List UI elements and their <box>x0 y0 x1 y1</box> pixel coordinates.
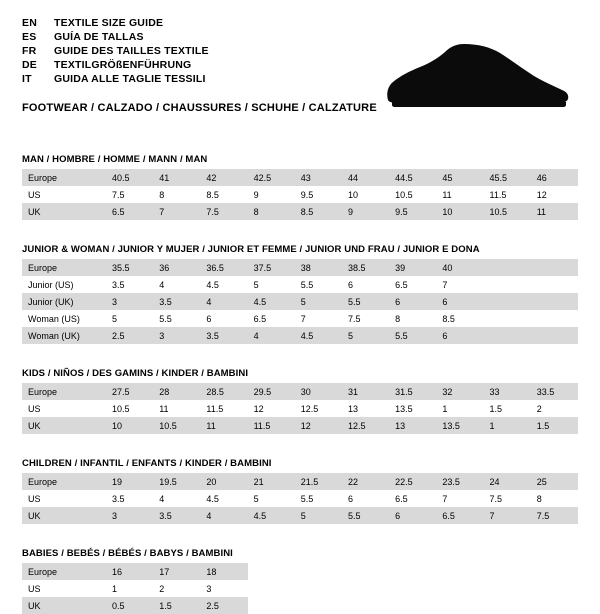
cell: 40 <box>436 259 483 276</box>
cell: 7.5 <box>531 507 578 524</box>
language-code: DE <box>22 59 37 71</box>
table-row <box>22 383 578 400</box>
cell: 10.5 <box>389 186 436 203</box>
cell: 6.5 <box>436 507 483 524</box>
cell: 3 <box>200 580 247 597</box>
cell: 12 <box>248 400 295 417</box>
language-code: IT <box>22 73 32 85</box>
cell: 13.5 <box>436 417 483 434</box>
cell: 5 <box>106 310 153 327</box>
row-label: Europe <box>22 383 106 400</box>
cell: 23.5 <box>436 473 483 490</box>
cell: 2.5 <box>200 597 247 614</box>
cell: 5 <box>295 507 342 524</box>
cell: 3.5 <box>200 327 247 344</box>
size-table-children <box>22 473 578 524</box>
row-label: Europe <box>22 473 106 490</box>
size-table-kids <box>22 383 578 434</box>
table-row <box>22 507 578 524</box>
language-row <box>22 46 209 60</box>
cell: 5.5 <box>295 490 342 507</box>
cell <box>248 580 295 597</box>
section-title: BABIES / BEBÉS / BÉBÉS / BABYS / BAMBINI <box>22 548 233 559</box>
cell: 13 <box>342 400 389 417</box>
cell <box>531 563 578 580</box>
cell <box>342 563 389 580</box>
cell: 5.5 <box>295 276 342 293</box>
cell: 5.5 <box>342 293 389 310</box>
cell: 22 <box>342 473 389 490</box>
cell: 1.5 <box>531 417 578 434</box>
cell: 8 <box>531 490 578 507</box>
section-title: CHILDREN / INFANTIL / ENFANTS / KINDER / BAMBINI <box>22 458 272 469</box>
cell: 12 <box>295 417 342 434</box>
table-row <box>22 563 578 580</box>
cell: 7 <box>153 203 200 220</box>
cell: 11 <box>200 417 247 434</box>
language-row <box>22 60 209 74</box>
row-label: Woman (UK) <box>22 327 106 344</box>
dress-shoe-icon <box>382 38 572 108</box>
cell: 6 <box>389 507 436 524</box>
row-label: US <box>22 580 106 597</box>
cell: 3.5 <box>106 276 153 293</box>
cell: 12.5 <box>342 417 389 434</box>
cell: 33 <box>484 383 531 400</box>
cell: 1 <box>484 417 531 434</box>
language-row <box>22 32 209 46</box>
cell: 7 <box>484 507 531 524</box>
cell: 5 <box>295 293 342 310</box>
cell: 30 <box>295 383 342 400</box>
cell: 44 <box>342 169 389 186</box>
row-label: UK <box>22 507 106 524</box>
row-label: US <box>22 186 106 203</box>
table-row <box>22 327 578 344</box>
table-row <box>22 203 578 220</box>
cell: 33.5 <box>531 383 578 400</box>
cell: 11 <box>436 186 483 203</box>
cell: 6 <box>200 310 247 327</box>
cell: 4.5 <box>200 490 247 507</box>
cell: 43 <box>295 169 342 186</box>
cell: 13 <box>389 417 436 434</box>
cell: 3.5 <box>153 293 200 310</box>
cell <box>436 580 483 597</box>
cell: 8 <box>389 310 436 327</box>
cell: 38.5 <box>342 259 389 276</box>
cell <box>531 580 578 597</box>
cell: 11 <box>531 203 578 220</box>
cell: 7 <box>436 490 483 507</box>
cell <box>484 580 531 597</box>
cell: 6 <box>389 293 436 310</box>
table-row <box>22 276 578 293</box>
section-title: MAN / HOMBRE / HOMME / MANN / MAN <box>22 154 208 165</box>
language-row <box>22 18 209 32</box>
cell: 36 <box>153 259 200 276</box>
cell <box>389 563 436 580</box>
cell <box>484 259 531 276</box>
cell: 35.5 <box>106 259 153 276</box>
cell: 6.5 <box>389 490 436 507</box>
cell: 5.5 <box>342 507 389 524</box>
cell: 5.5 <box>153 310 200 327</box>
cell: 4.5 <box>248 507 295 524</box>
cell: 8 <box>153 186 200 203</box>
cell <box>484 293 531 310</box>
cell: 9 <box>248 186 295 203</box>
cell: 10.5 <box>153 417 200 434</box>
cell <box>248 563 295 580</box>
cell: 19 <box>106 473 153 490</box>
cell: 11.5 <box>200 400 247 417</box>
cell: 2 <box>531 400 578 417</box>
cell: 46 <box>531 169 578 186</box>
cell: 25 <box>531 473 578 490</box>
cell: 38 <box>295 259 342 276</box>
cell: 10 <box>342 186 389 203</box>
cell <box>531 276 578 293</box>
cell: 3 <box>106 507 153 524</box>
cell: 1.5 <box>484 400 531 417</box>
language-title-list <box>22 18 209 88</box>
cell <box>484 563 531 580</box>
cell: 10.5 <box>484 203 531 220</box>
cell: 5 <box>342 327 389 344</box>
table-row <box>22 293 578 310</box>
cell: 1.5 <box>153 597 200 614</box>
cell: 32 <box>436 383 483 400</box>
cell <box>531 327 578 344</box>
row-label: US <box>22 400 106 417</box>
cell: 24 <box>484 473 531 490</box>
cell <box>531 259 578 276</box>
row-label: UK <box>22 203 106 220</box>
cell: 1 <box>106 580 153 597</box>
cell: 7 <box>436 276 483 293</box>
cell: 7.5 <box>106 186 153 203</box>
cell: 11.5 <box>248 417 295 434</box>
cell: 7.5 <box>342 310 389 327</box>
size-table-junior-woman <box>22 259 578 344</box>
cell: 8.5 <box>200 186 247 203</box>
cell: 12 <box>531 186 578 203</box>
cell: 5.5 <box>389 327 436 344</box>
cell: 8.5 <box>295 203 342 220</box>
cell: 3.5 <box>106 490 153 507</box>
cell: 42 <box>200 169 247 186</box>
cell <box>295 580 342 597</box>
cell: 6.5 <box>248 310 295 327</box>
table-row <box>22 310 578 327</box>
row-label: Junior (UK) <box>22 293 106 310</box>
cell: 0.5 <box>106 597 153 614</box>
cell: 11 <box>153 400 200 417</box>
cell: 10 <box>106 417 153 434</box>
table-row <box>22 580 578 597</box>
cell: 40.5 <box>106 169 153 186</box>
table-row <box>22 259 578 276</box>
row-label: UK <box>22 417 106 434</box>
cell: 45 <box>436 169 483 186</box>
language-title: GUIDA ALLE TAGLIE TESSILI <box>54 73 206 85</box>
cell: 4 <box>248 327 295 344</box>
row-label: Junior (US) <box>22 276 106 293</box>
cell: 31 <box>342 383 389 400</box>
cell: 9.5 <box>389 203 436 220</box>
section-children <box>22 458 578 524</box>
cell: 39 <box>389 259 436 276</box>
document-header <box>22 18 578 114</box>
cell: 8 <box>248 203 295 220</box>
cell: 28 <box>153 383 200 400</box>
cell: 31.5 <box>389 383 436 400</box>
cell: 9 <box>342 203 389 220</box>
language-row <box>22 74 209 88</box>
language-title: TEXTILE SIZE GUIDE <box>54 17 164 29</box>
cell <box>484 276 531 293</box>
cell: 13.5 <box>389 400 436 417</box>
table-row <box>22 490 578 507</box>
cell: 2 <box>153 580 200 597</box>
cell <box>484 327 531 344</box>
language-code: EN <box>22 17 37 29</box>
cell <box>531 310 578 327</box>
cell: 44.5 <box>389 169 436 186</box>
cell: 17 <box>153 563 200 580</box>
cell <box>436 563 483 580</box>
cell <box>342 580 389 597</box>
cell: 4.5 <box>200 276 247 293</box>
cell: 6.5 <box>106 203 153 220</box>
table-row <box>22 169 578 186</box>
cell: 4 <box>153 276 200 293</box>
size-table-man <box>22 169 578 220</box>
cell: 10 <box>436 203 483 220</box>
cell: 18 <box>200 563 247 580</box>
cell <box>484 310 531 327</box>
row-label: US <box>22 490 106 507</box>
cell: 5 <box>248 490 295 507</box>
cell: 21.5 <box>295 473 342 490</box>
row-label: Europe <box>22 169 106 186</box>
table-row <box>22 473 578 490</box>
table-row <box>22 417 578 434</box>
cell: 7.5 <box>484 490 531 507</box>
language-title: TEXTILGRÖßENFÜHRUNG <box>54 59 192 71</box>
cell: 28.5 <box>200 383 247 400</box>
row-label: Europe <box>22 563 106 580</box>
cell: 41 <box>153 169 200 186</box>
cell: 6 <box>436 293 483 310</box>
row-label: Europe <box>22 259 106 276</box>
cell: 42.5 <box>248 169 295 186</box>
row-label: UK <box>22 597 106 614</box>
cell: 7.5 <box>200 203 247 220</box>
cell: 29.5 <box>248 383 295 400</box>
section-title: JUNIOR & WOMAN / JUNIOR Y MUJER / JUNIOR ET FEMME / JUNIOR UND FRAU / JUNIOR E DONA <box>22 244 480 255</box>
cell <box>295 563 342 580</box>
section-kids <box>22 368 578 434</box>
cell: 3.5 <box>153 507 200 524</box>
section-babies <box>22 548 578 614</box>
language-code: ES <box>22 31 37 43</box>
cell: 6 <box>342 276 389 293</box>
cell: 9.5 <box>295 186 342 203</box>
language-title: GUÍA DE TALLAS <box>54 31 144 43</box>
cell: 4 <box>200 293 247 310</box>
cell: 37.5 <box>248 259 295 276</box>
cell: 2.5 <box>106 327 153 344</box>
cell: 6.5 <box>389 276 436 293</box>
cell: 8.5 <box>436 310 483 327</box>
cell: 12.5 <box>295 400 342 417</box>
cell <box>531 293 578 310</box>
language-code: FR <box>22 45 37 57</box>
cell: 3 <box>153 327 200 344</box>
cell: 10.5 <box>106 400 153 417</box>
cell: 22.5 <box>389 473 436 490</box>
cell: 4 <box>200 507 247 524</box>
cell: 11.5 <box>484 186 531 203</box>
section-title: KIDS / NIÑOS / DES GAMINS / KINDER / BAMBINI <box>22 368 249 379</box>
cell: 27.5 <box>106 383 153 400</box>
cell: 4 <box>153 490 200 507</box>
cell: 5 <box>248 276 295 293</box>
table-row <box>22 186 578 203</box>
cell: 6 <box>342 490 389 507</box>
cell: 7 <box>295 310 342 327</box>
cell: 4.5 <box>295 327 342 344</box>
cell: 36.5 <box>200 259 247 276</box>
table-row <box>22 400 578 417</box>
cell: 1 <box>436 400 483 417</box>
cell: 19.5 <box>153 473 200 490</box>
cell: 16 <box>106 563 153 580</box>
cell: 20 <box>200 473 247 490</box>
cell: 21 <box>248 473 295 490</box>
cell: 3 <box>106 293 153 310</box>
section-junior-woman <box>22 244 578 344</box>
cell: 6 <box>436 327 483 344</box>
section-man <box>22 154 578 220</box>
cell: 45.5 <box>484 169 531 186</box>
category-title: FOOTWEAR / CALZADO / CHAUSSURES / SCHUHE / CALZATURE <box>22 102 377 114</box>
language-title: GUIDE DES TAILLES TEXTILE <box>54 45 209 57</box>
size-table-babies <box>22 563 578 614</box>
cell <box>389 580 436 597</box>
row-label: Woman (US) <box>22 310 106 327</box>
cell: 4.5 <box>248 293 295 310</box>
